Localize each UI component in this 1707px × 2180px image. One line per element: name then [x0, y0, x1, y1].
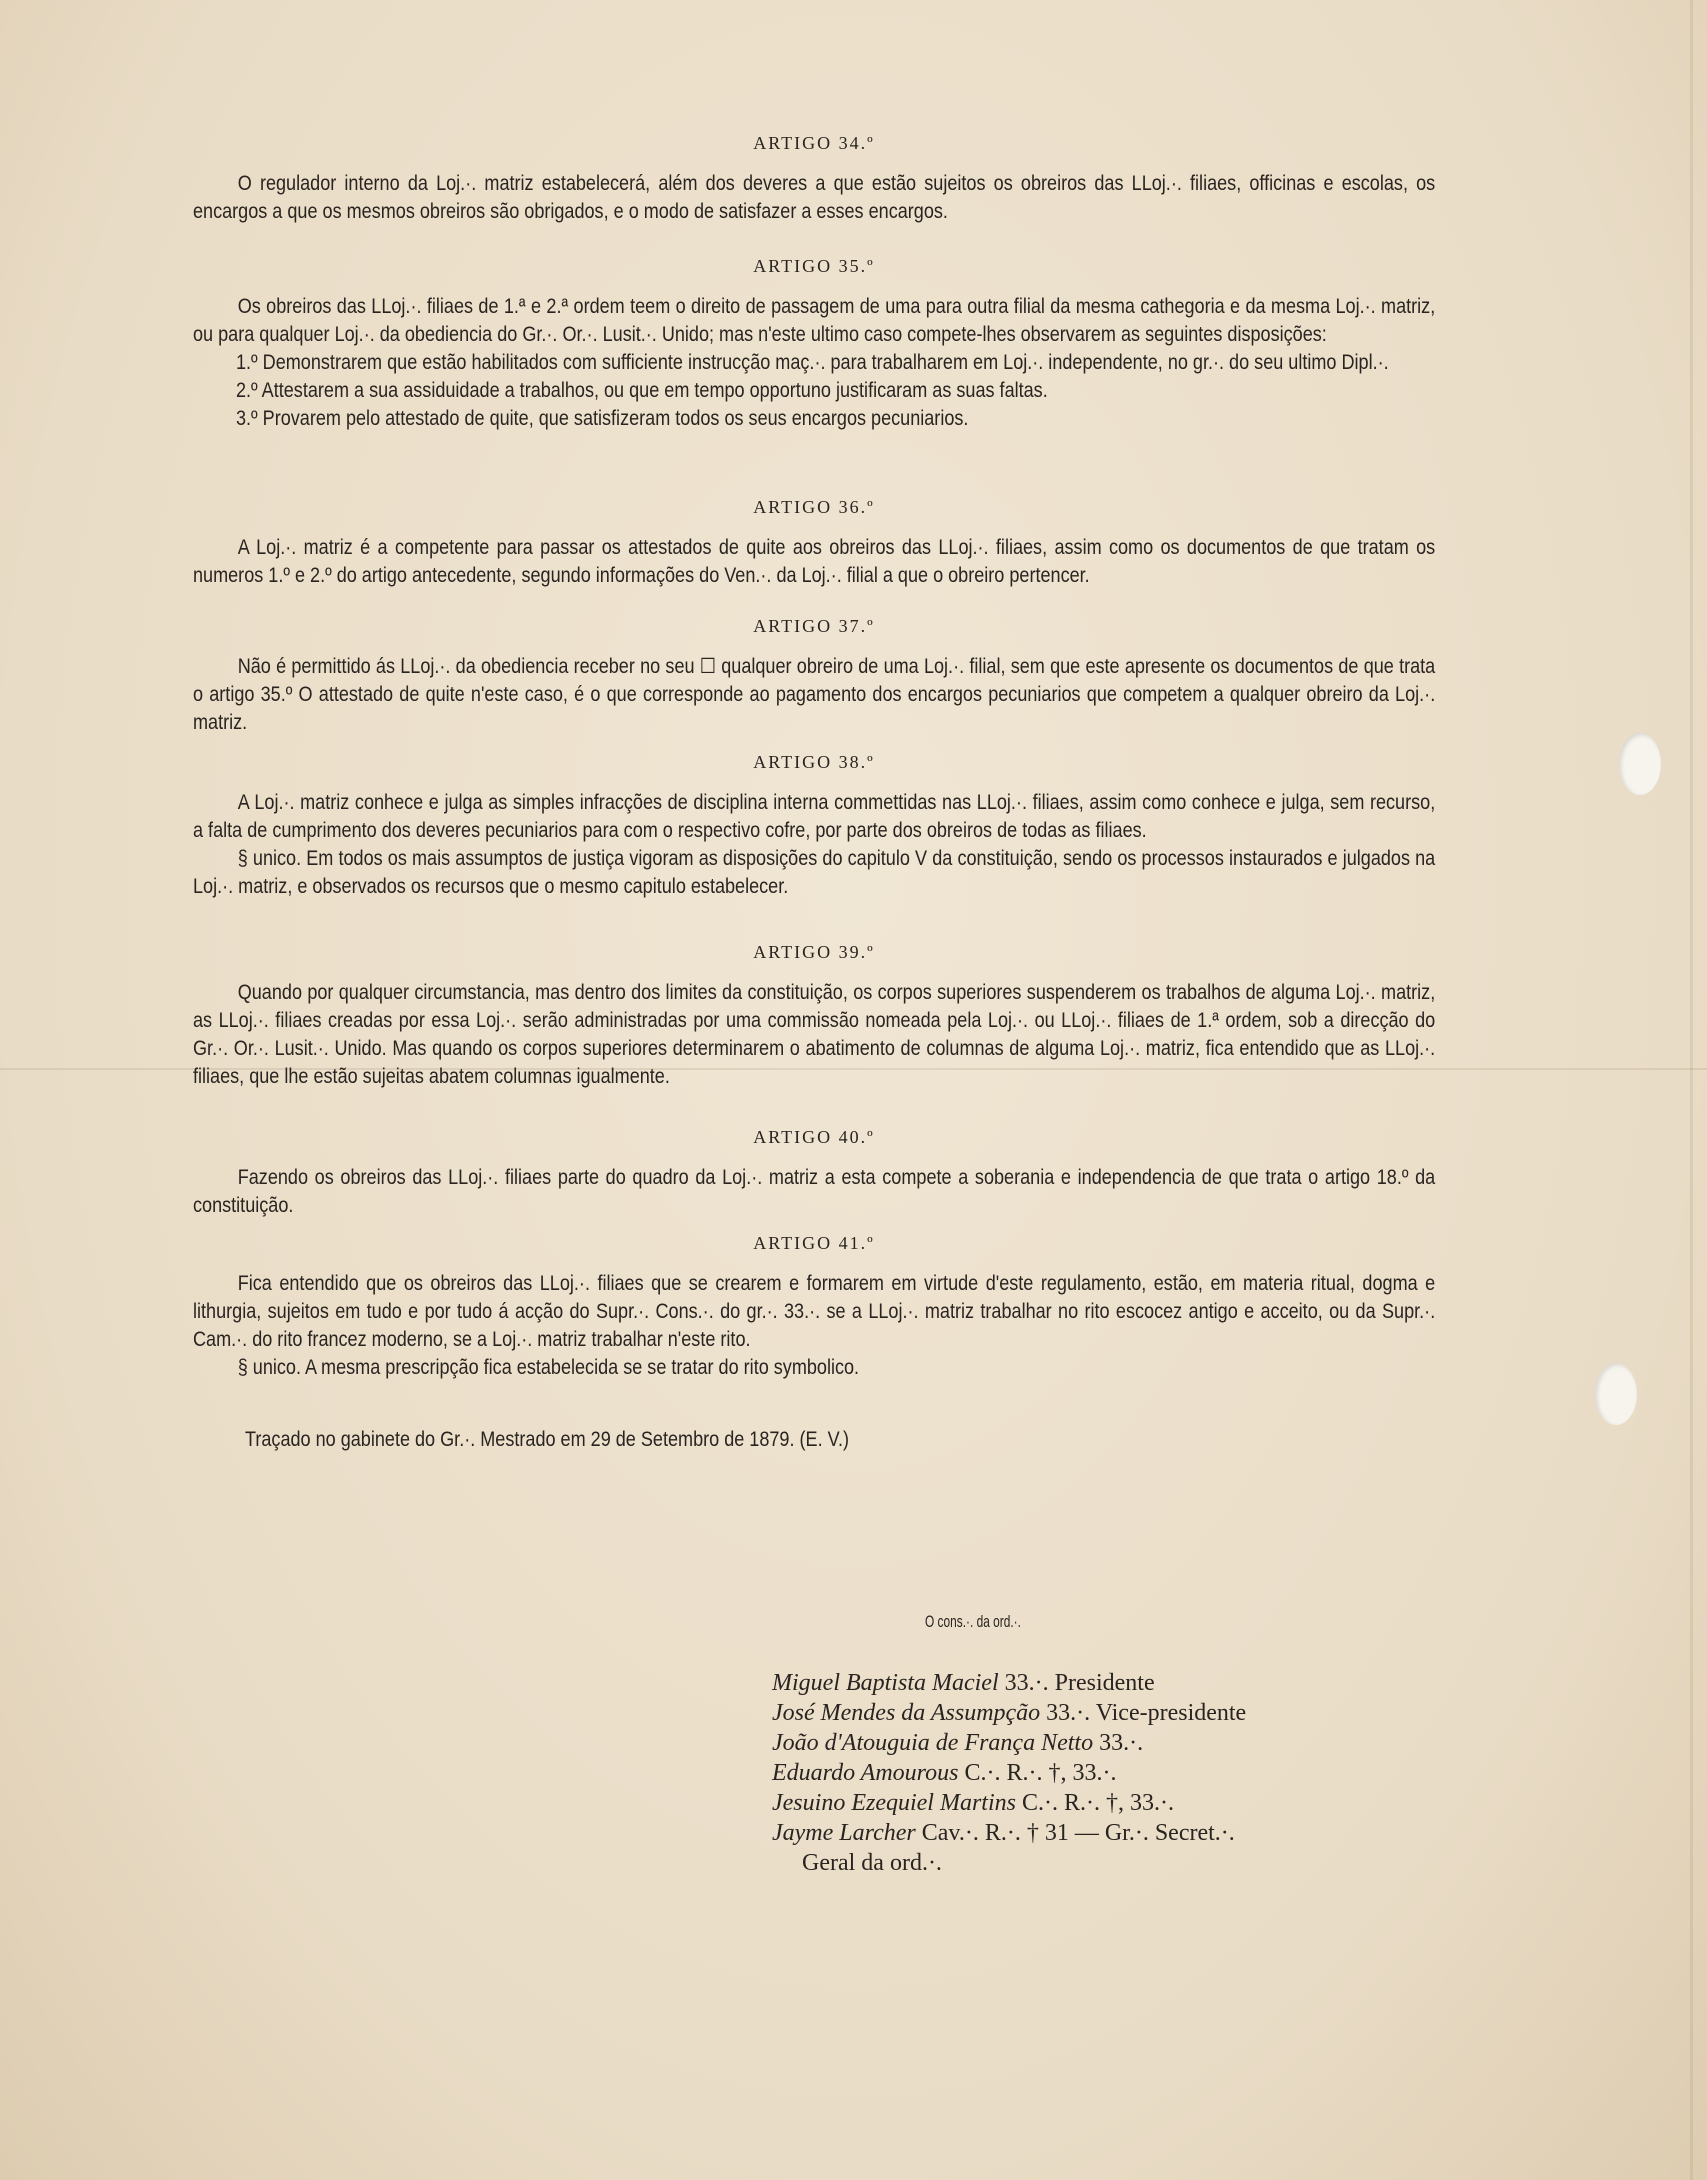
article-item: 3.º Provarem pelo attestado de quite, que satisfizeram todos os seus encargos pecuniarios.	[236, 407, 969, 430]
council-label: O cons.·. da ord.·.	[925, 1612, 1021, 1631]
article-heading: ARTIGO 41.º	[753, 1233, 875, 1253]
article-34	[193, 133, 1435, 226]
article-paragraph: Fica entendido que os obreiros das LLoj.·. filiaes que se crearem e formarem em virtude d'este regulamento, estão, em materia ritual, dogma e lithurgia, sujeitos em tudo e por tudo á acção do Supr.·. Cons.·. do gr.·. 33.·. se a LLoj.·. matriz trabalhar no rito escocez antigo e acceito, ou da Supr.·. Cam.·. do rito francez moderno, se a Loj.·. matriz trabalhar n'este rito.	[193, 1272, 1436, 1351]
signatory-title: 33.·. Vice-presidente	[1046, 1700, 1247, 1726]
signatory-name: Jayme Larcher	[772, 1820, 916, 1846]
punch-hole	[1619, 733, 1661, 795]
article-39	[193, 942, 1435, 1091]
article-paragraph: Fazendo os obreiros das LLoj.·. filiaes parte do quadro da Loj.·. matriz a esta compete a soberania e independencia de que trata o artigo 18.º da constituição.	[193, 1166, 1436, 1217]
signatory	[772, 1668, 1246, 1698]
article-heading: ARTIGO 38.º	[753, 752, 875, 772]
signatory-title: 33.·.	[1099, 1730, 1144, 1756]
article-paragraph: § unico. Em todos os mais assumptos de justiça vigoram as disposições do capitulo V da constituição, sendo os processos instaurados e julgados na Loj.·. matriz, e observados os recursos que o mesmo capitulo estabelecer.	[193, 847, 1436, 898]
signatory-title: C.·. R.·. †, 33.·.	[964, 1760, 1117, 1786]
signatory-name: Miguel Baptista Maciel	[772, 1670, 999, 1696]
article-heading: ARTIGO 34.º	[753, 133, 875, 153]
article-heading: ARTIGO 40.º	[753, 1127, 875, 1147]
punch-hole	[1595, 1363, 1637, 1425]
article-41	[193, 1233, 1435, 1382]
article-35	[193, 256, 1435, 433]
article-heading: ARTIGO 36.º	[753, 497, 875, 517]
signatory-title: Cav.·. R.·. † 31 — Gr.·. Secret.·.	[921, 1820, 1235, 1846]
article-heading: ARTIGO 39.º	[753, 942, 875, 962]
signatory	[772, 1758, 1246, 1788]
article-item: 1.º Demonstrarem que estão habilitados com sufficiente instrucção maç.·. para trabalharem em Loj.·. independente, no gr.·. do seu ultimo Dipl.·.	[236, 351, 1389, 374]
closing-line: Traçado no gabinete do Gr.·. Mestrado em 29 de Setembro de 1879. (E. V.)	[245, 1428, 850, 1451]
signatory-continuation: Geral da ord.·.	[802, 1850, 942, 1876]
article-37	[193, 616, 1435, 737]
signatory-title: C.·. R.·. †, 33.·.	[1021, 1790, 1174, 1816]
signatory	[772, 1728, 1246, 1758]
article-paragraph: A Loj.·. matriz é a competente para passar os attestados de quite aos obreiros das LLoj.·. filiaes, assim como os documentos de que tratam os numeros 1.º e 2.º do artigo antecedente, segundo informações do Ven.·. da Loj.·. filial a que o obreiro pertencer.	[193, 536, 1436, 587]
signatory	[772, 1818, 1246, 1848]
signatures	[772, 1668, 1246, 1878]
article-paragraph: Não é permittido ás LLoj.·. da obediencia receber no seu ☐ qualquer obreiro de uma Loj.·. filial, sem que este apresente os documentos de que trata o artigo 35.º O attestado de quite n'este caso, é o que corresponde ao pagamento dos encargos pecuniarios que competem a qualquer obreiro da Loj.·. matriz.	[193, 655, 1436, 734]
article-heading: ARTIGO 35.º	[753, 256, 875, 276]
article-paragraph: O regulador interno da Loj.·. matriz estabelecerá, além dos deveres a que estão sujeitos os obreiros das LLoj.·. filiaes, officinas e escolas, os encargos a que os mesmos obreiros são obrigados, e o modo de satisfazer a esses encargos.	[193, 172, 1436, 223]
article-heading: ARTIGO 37.º	[753, 616, 875, 636]
signatory-name: João d'Atouguia de França Netto	[772, 1730, 1094, 1756]
signatory	[772, 1788, 1246, 1818]
signatory-title: 33.·. Presidente	[1004, 1670, 1155, 1696]
article-item: 2.º Attestarem a sua assiduidade a trabalhos, ou que em tempo opportuno justificaram as suas faltas.	[236, 379, 1048, 402]
article-paragraph: § unico. A mesma prescripção fica estabelecida se se tratar do rito symbolico.	[237, 1356, 860, 1379]
signatory-name: José Mendes da Assumpção	[772, 1700, 1041, 1726]
article-40	[193, 1127, 1435, 1220]
paper-edge	[1690, 0, 1693, 2180]
article-36	[193, 497, 1435, 590]
article-38	[193, 752, 1435, 901]
article-paragraph: Quando por qualquer circumstancia, mas dentro dos limites da constituição, os corpos superiores suspenderem os trabalhos de alguma Loj.·. matriz, as LLoj.·. filiaes creadas por essa Loj.·. serão administradas por uma commissão nomeada pela Loj.·. ou LLoj.·. filiaes de 1.ª ordem, sob a direcção do Gr.·. Or.·. Lusit.·. Unido. Mas quando os corpos superiores determinarem o abatimento de columnas de alguma Loj.·. matriz, fica entendido que as LLoj.·. filiaes, que lhe estão sujeitas abatem columnas igualmente.	[193, 981, 1436, 1088]
article-paragraph: Os obreiros das LLoj.·. filiaes de 1.ª e 2.ª ordem teem o direito de passagem de uma para outra filial da mesma cathegoria e da mesma Loj.·. matriz, ou para qualquer Loj.·. da obediencia do Gr.·. Or.·. Lusit.·. Unido; mas n'este ultimo caso compete-lhes observarem as seguintes disposições:	[193, 295, 1436, 346]
signatory-name: Jesuino Ezequiel Martins	[772, 1790, 1016, 1816]
article-paragraph: A Loj.·. matriz conhece e julga as simples infracções de disciplina interna commettidas nas LLoj.·. filiaes, assim como conhece e julga, sem recurso, a falta de cumprimento dos deveres pecuniarios para com o respectivo cofre, por parte dos obreiros de todas as filiaes.	[193, 791, 1436, 842]
signatory-name: Eduardo Amourous	[772, 1760, 959, 1786]
signatory	[772, 1698, 1246, 1728]
